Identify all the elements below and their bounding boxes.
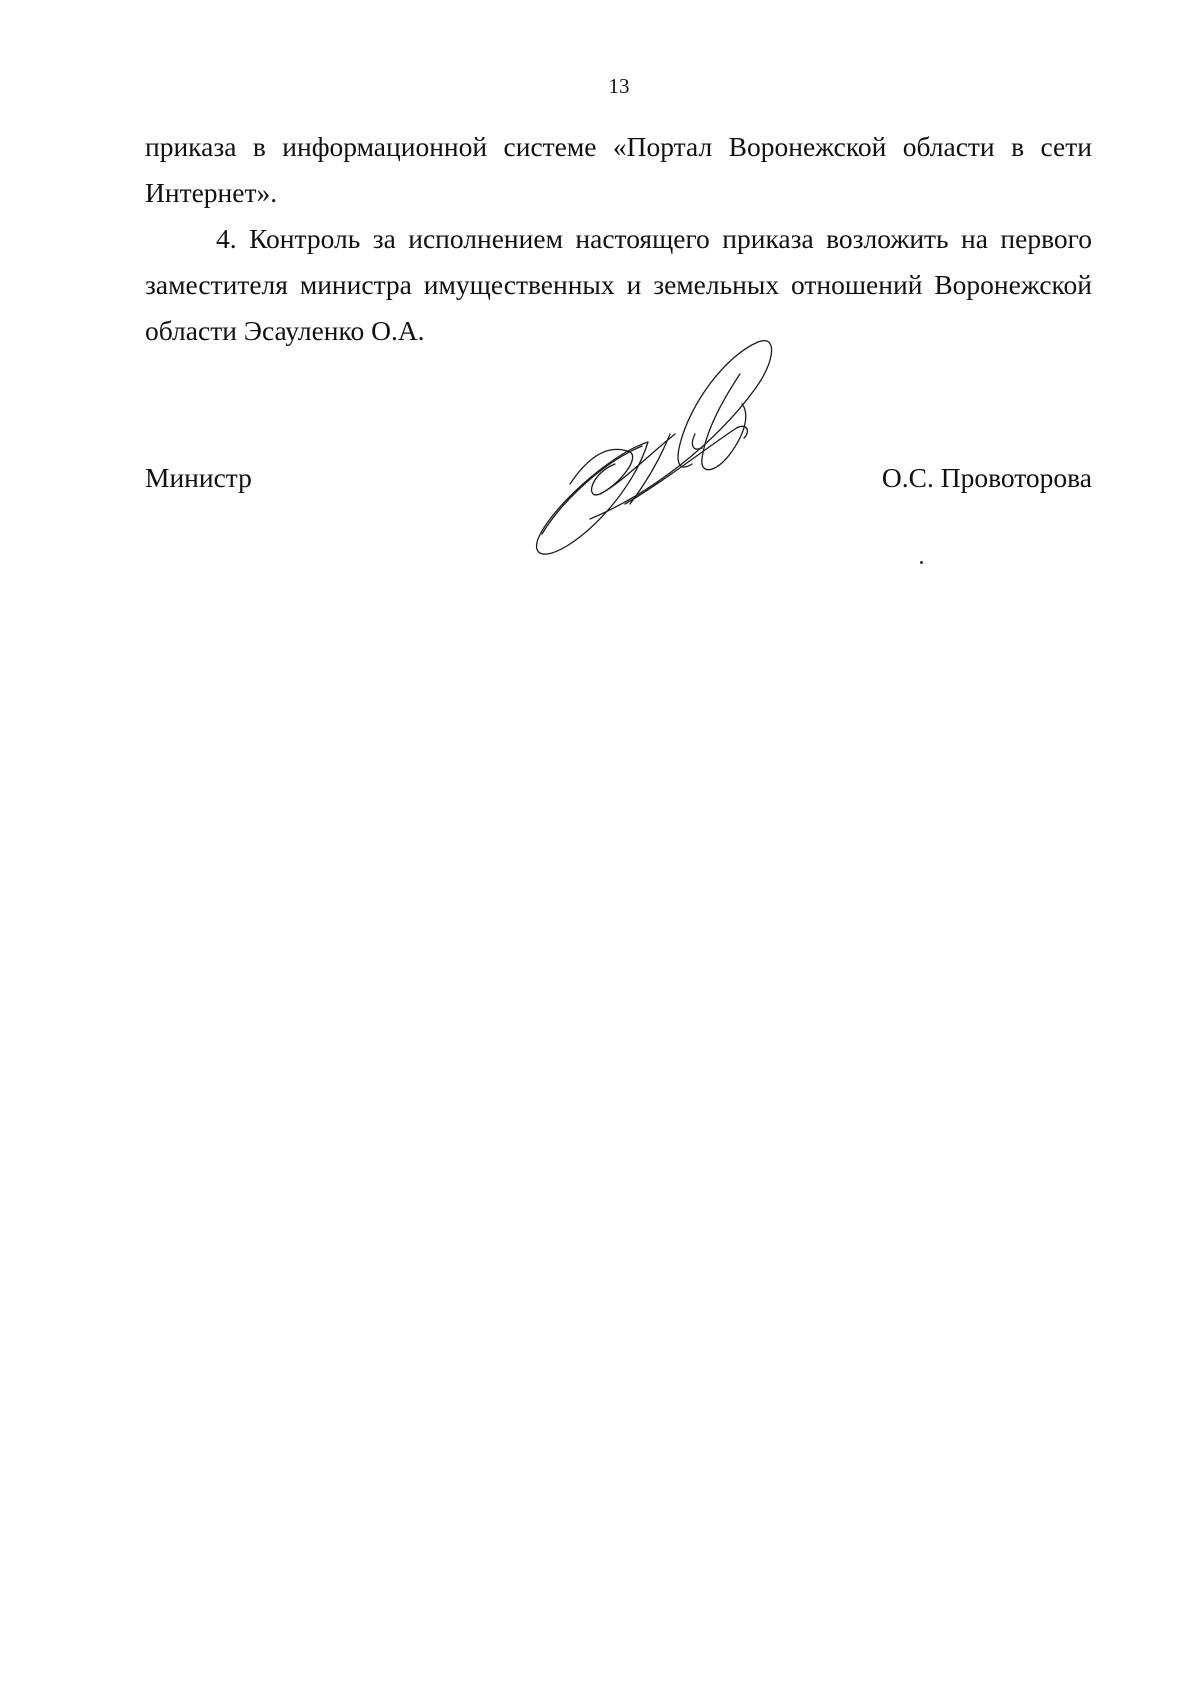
- signatory-title: Министр: [145, 462, 252, 493]
- ink-dot: [920, 561, 923, 564]
- document-body: [145, 124, 1092, 354]
- paragraph-item-4: 4. Контроль за исполнением настоящего приказа возложить на первого заместителя министра имущественных и земельных отношений Воронежской области Эсауленко О.А.: [145, 223, 1092, 346]
- signatory-name: О.С. Провоторова: [881, 462, 1092, 493]
- page-number: 13: [608, 74, 630, 98]
- paragraph-continuation: приказа в информационной системе «Портал Воронежской области в сети Интернет».: [145, 131, 1092, 208]
- handwritten-signature: [530, 334, 850, 564]
